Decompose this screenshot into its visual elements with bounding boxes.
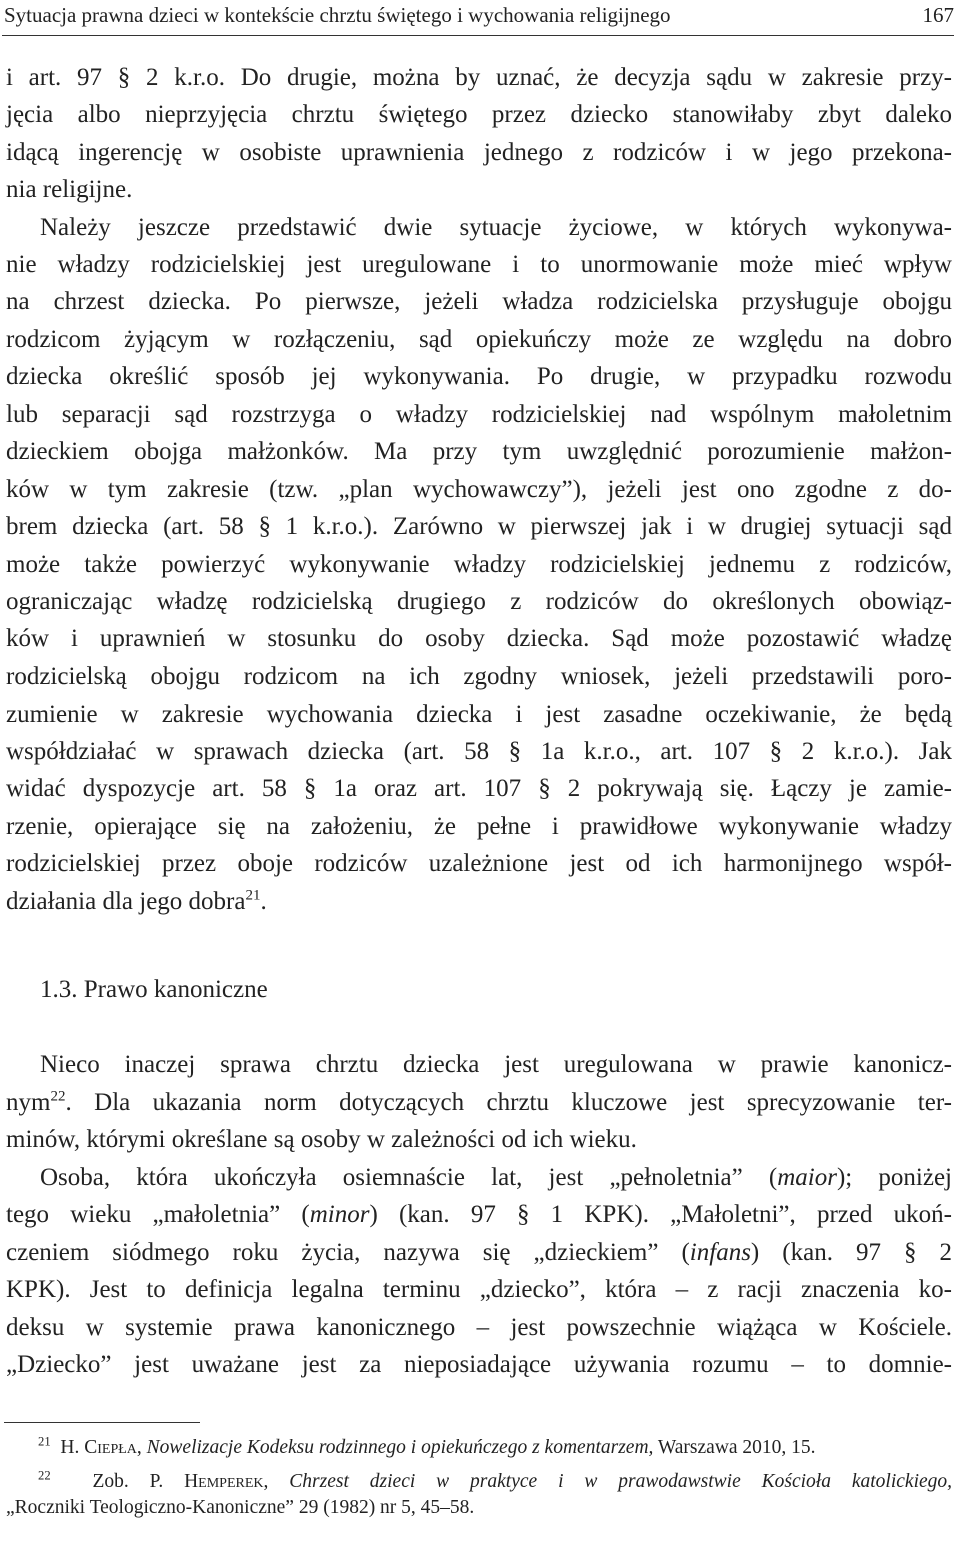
footnote-author: Ciepła xyxy=(84,1437,137,1458)
footnote-title: Chrzest dzieci w praktyce i w prawodawstwie Kościoła katolickiego, xyxy=(289,1471,953,1492)
line-text: tego wieku „małoletnia” ( xyxy=(6,1201,310,1228)
body-line xyxy=(40,1163,952,1193)
footnote-ref-22[interactable]: 22 xyxy=(50,1088,66,1105)
line-text: Osoba, która ukończyła osiemnaście lat, jest „pełnoletnia” ( xyxy=(40,1164,778,1191)
term-infans: infans xyxy=(689,1239,751,1266)
footnote-22-line2: „Roczniki Teologiczno-Kanoniczne” 29 (1982) nr 5, 45–58. xyxy=(6,1497,475,1518)
footnote-22 xyxy=(38,1470,952,1494)
body-line: dziecka określić sposób jej wykonywania. Po drugie, w przypadku rozwodu xyxy=(6,363,952,390)
line-text: działania dla jego dobra xyxy=(6,888,246,915)
footnote-ref-21[interactable]: 21 xyxy=(245,887,261,904)
footnote-author: Hemperek xyxy=(184,1471,264,1492)
body-line: brem dziecka (art. 58 § 1 k.r.o.). Zarówno w pierwszej jak i w drugiej sytuacji sąd xyxy=(6,513,952,540)
body-line: ków w tym zakresie (tzw. „plan wychowawczy”), jeżeli jest ono zgodne z do- xyxy=(6,476,952,503)
body-line: Nieco inaczej sprawa chrztu dziecka jest uregulowana w prawie kanonicz- xyxy=(40,1051,952,1078)
footnote-rule xyxy=(4,1422,200,1423)
term-maior: maior xyxy=(777,1164,837,1191)
body-line: dzieckiem obojga małżonków. Ma przy tym uwzględnić porozumienie małżon- xyxy=(6,438,952,465)
footnote-title: Nowelizacje Kodeksu rodzinnego i opiekuńczego z komentarzem, xyxy=(146,1437,654,1458)
running-head xyxy=(4,2,954,28)
footnote-21 xyxy=(38,1436,952,1460)
footnote-number: 22 xyxy=(38,1468,51,1483)
footnote-number: 21 xyxy=(38,1434,51,1449)
footnote-author-initial: H. xyxy=(60,1437,85,1458)
term-minor: minor xyxy=(309,1201,370,1228)
body-line xyxy=(6,1088,952,1118)
footnote-prefix: Zob. P. xyxy=(92,1471,185,1492)
body-line: rodzicom żyjącym w rozłączeniu, sąd opiekuńczy może ze względu na dobro xyxy=(6,326,952,353)
body-line: lub separacji sąd rozstrzyga o władzy rodzicielskiej nad wspólnym małoletnim xyxy=(6,401,952,428)
line-text: ) (kan. 97 § 1 KPK). „Małoletni”, przed ukoń- xyxy=(369,1201,952,1228)
header-rule xyxy=(2,35,954,36)
body-line: Należy jeszcze przedstawić dwie sytuacje życiowe, w których wykonywa- xyxy=(40,214,952,241)
body-line: może także powierzyć wykonywanie władzy rodzicielskiej jednemu z rodziców, xyxy=(6,551,952,578)
line-period: . xyxy=(260,888,267,915)
body-line: jęcia albo nieprzyjęcia chrztu świętego przez dziecko stanowiłaby zbyt daleko xyxy=(6,101,952,128)
body-line: widać dyspozycje art. 58 § 1a oraz art. 107 § 2 pokrywają się. Łączy je zamie- xyxy=(6,775,952,802)
body-line: deksu w systemie prawa kanonicznego – jest powszechnie wiążąca w Kościele. xyxy=(6,1314,952,1341)
running-title: Sytuacja prawna dzieci w kontekście chrztu świętego i wychowania religijnego xyxy=(4,3,671,27)
body-line: nia religijne. xyxy=(6,176,133,203)
line-text: ) (kan. 97 § 2 xyxy=(750,1239,952,1266)
body-line: idącą ingerencję w osobiste uprawnienia jednego z rodziców i w jego przekona- xyxy=(6,139,952,166)
footnote-separator: , xyxy=(136,1437,147,1458)
body-line: i art. 97 § 2 k.r.o. Do drugie, można by uznać, że decyzja sądu w zakresie przy- xyxy=(6,64,952,91)
body-line: zumienie w zakresie wychowania dziecka i jest zasadne oczekiwanie, że będą xyxy=(6,701,952,728)
section-heading: 1.3. Prawo kanoniczne xyxy=(40,976,268,1003)
body-line: „Dziecko” jest uważane jest za nieposiadające używania rozumu – to domnie- xyxy=(6,1351,952,1378)
footnote-separator: , xyxy=(263,1471,290,1492)
line-text: nym xyxy=(6,1089,51,1116)
line-text: czeniem siódmego roku życia, nazywa się „dzieckiem” ( xyxy=(6,1239,690,1266)
body-line: rodzicielskiej przez oboje rodziców uzależnione jest od ich harmonijnego współ- xyxy=(6,850,952,877)
footnote-text: Warszawa 2010, 15. xyxy=(653,1437,816,1458)
page-number: 167 xyxy=(922,3,954,27)
body-line: ków i uprawnień w stosunku do osoby dziecka. Sąd może pozostawić władzę xyxy=(6,625,952,652)
body-line xyxy=(6,1238,952,1268)
body-line-last xyxy=(6,887,952,917)
body-line: ograniczając władzę rodzicielską drugiego z rodziców do określonych obowiąz- xyxy=(6,588,952,615)
body-line: minów, którymi określane są osoby w zależności od ich wieku. xyxy=(6,1126,637,1153)
body-line: KPK). Jest to definicja legalna terminu „dziecko”, która – z racji znaczenia ko- xyxy=(6,1276,952,1303)
body-line: rzenie, opierające się na założeniu, że pełne i prawidłowe wykonywanie władzy xyxy=(6,813,952,840)
body-line: rodzicielską obojgu rodzicom na ich zgodny wniosek, jeżeli przedstawili poro- xyxy=(6,663,952,690)
body-line xyxy=(6,1200,952,1230)
line-text: ); poniżej xyxy=(836,1164,952,1191)
body-line: współdziałać w sprawach dziecka (art. 58 § 1a k.r.o., art. 107 § 2 k.r.o.). Jak xyxy=(6,738,952,765)
line-text: . Dla ukazania norm dotyczących chrztu kluczowe jest sprecyzowanie ter- xyxy=(65,1089,952,1116)
body-line: na chrzest dziecka. Po pierwsze, jeżeli władza rodzicielska przysługuje obojgu xyxy=(6,288,952,315)
body-line: nie władzy rodzicielskiej jest uregulowane i to unormowanie może mieć wpływ xyxy=(6,251,952,278)
